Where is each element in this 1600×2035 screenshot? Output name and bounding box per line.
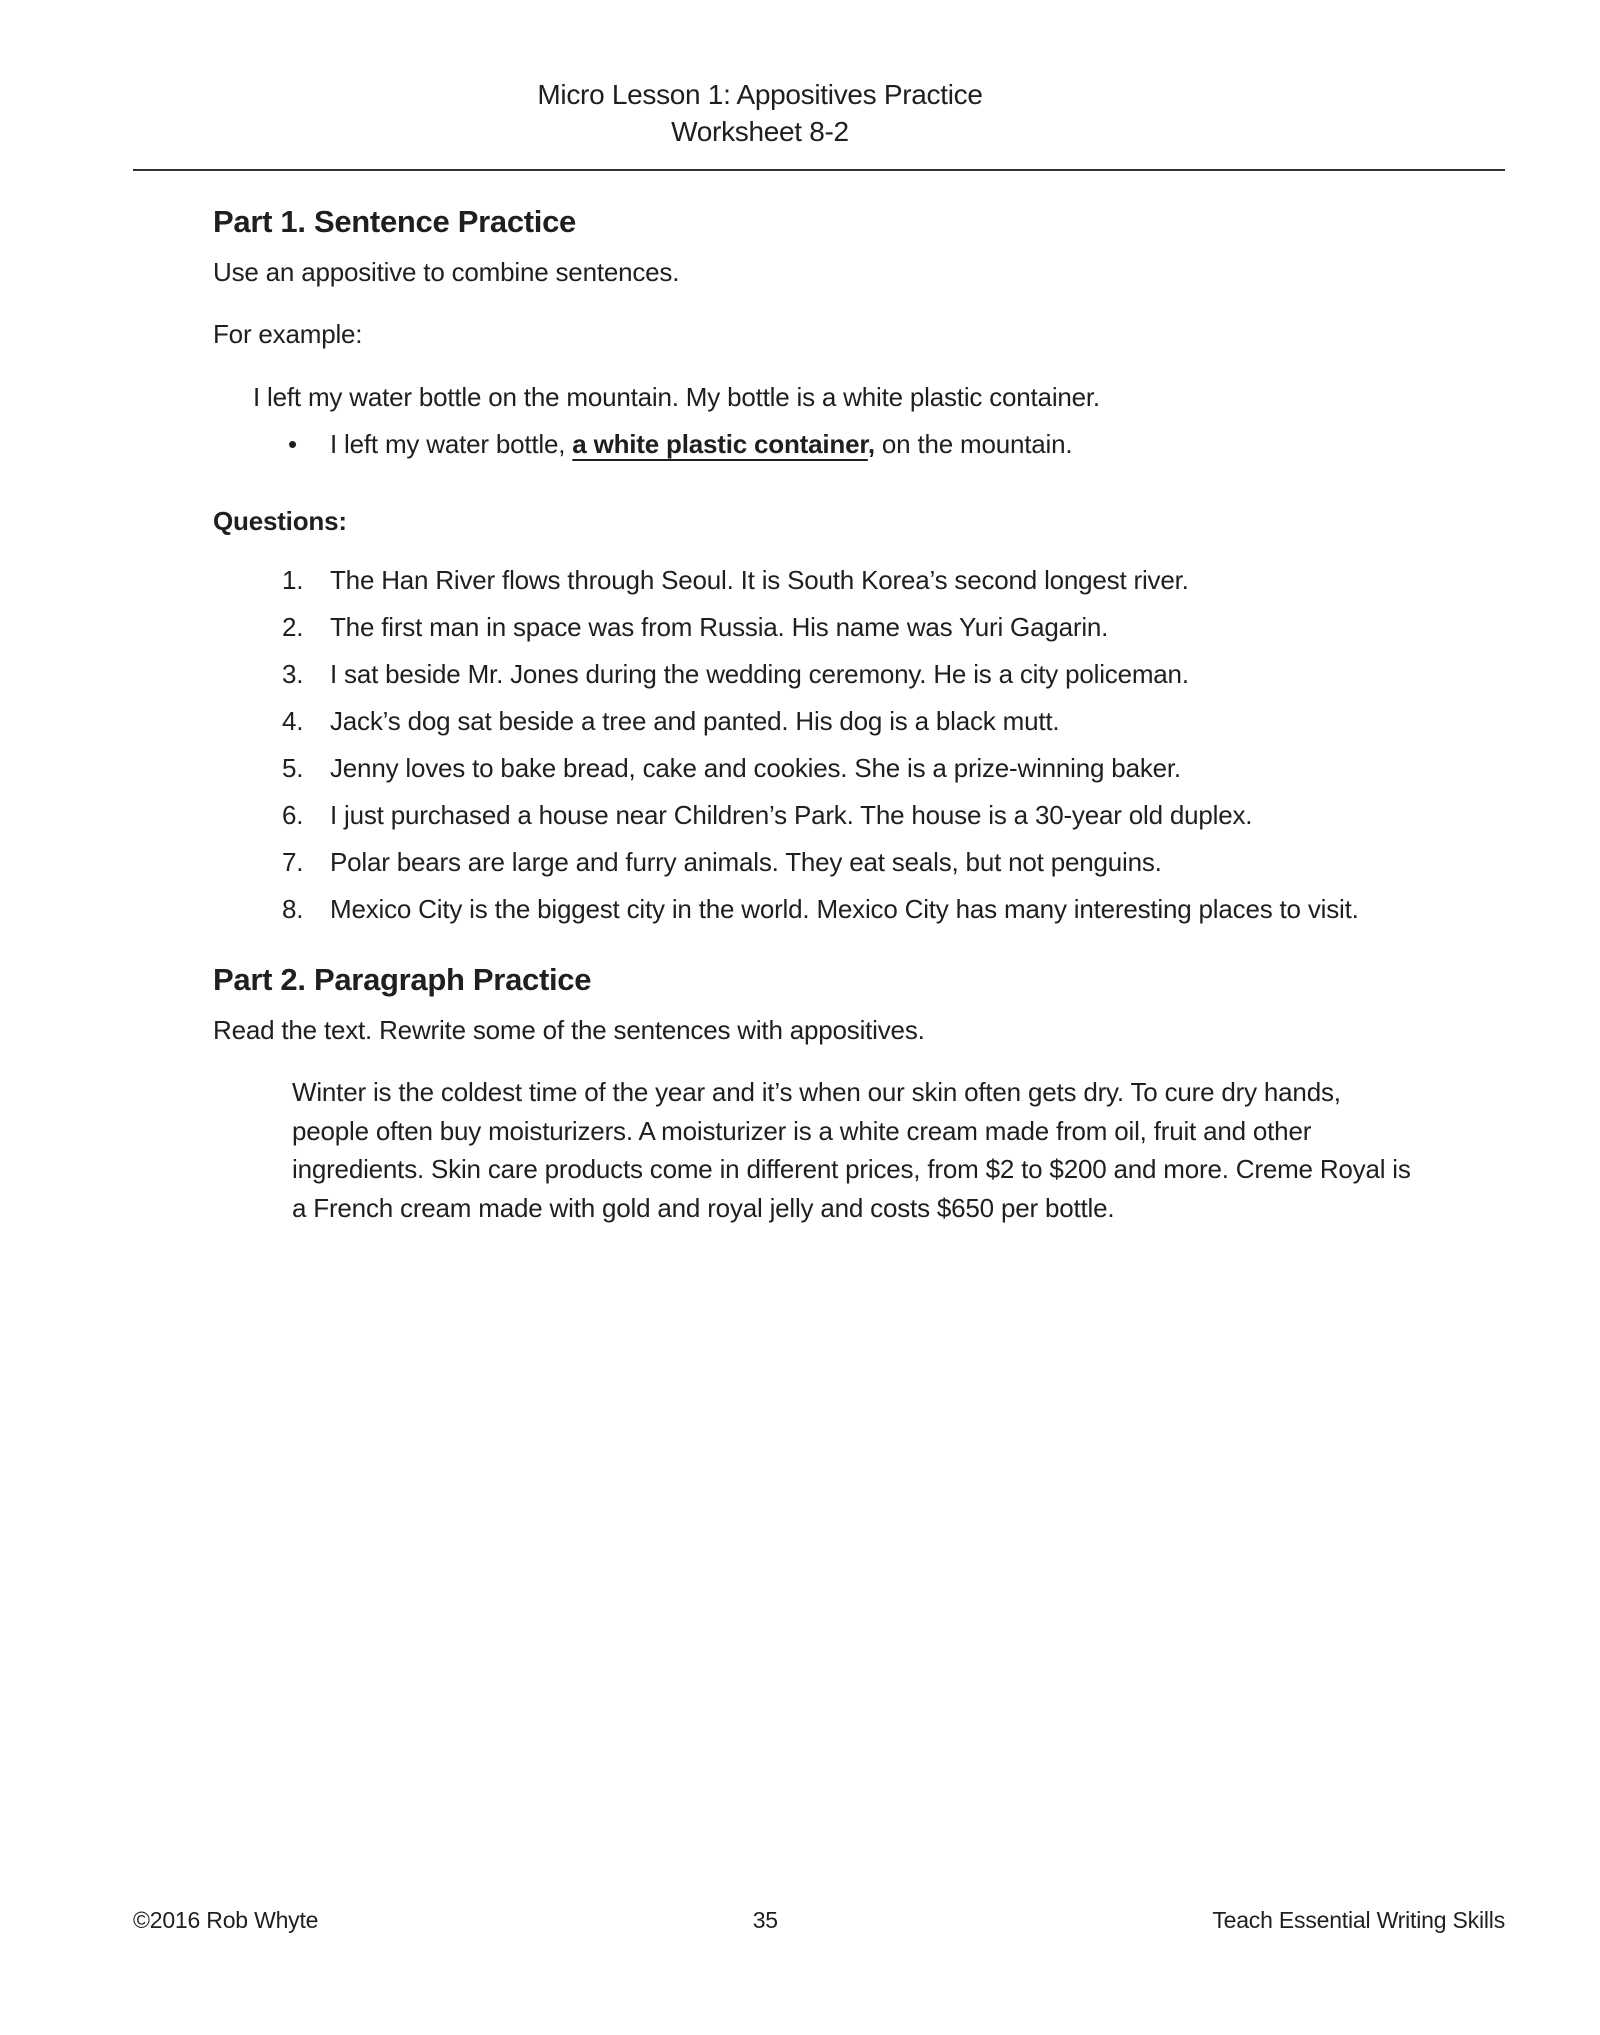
bullet-icon: • <box>288 429 297 459</box>
page-header <box>0 0 1520 150</box>
question-text: Mexico City is the biggest city in the world. Mexico City has many interesting places to visit. <box>330 894 1359 924</box>
copyright-text: ©2016 Rob Whyte <box>133 1907 319 1933</box>
example-bullet-item <box>288 425 1600 463</box>
practice-paragraph: Winter is the coldest time of the year and it’s when our skin often gets dry. To cure dry hands, people often buy moisturizers. A moisturizer is a white cream made from oil, fruit and other ingredients. Skin care products come in different prices, from $2 to $200 and more. Creme Royal is a French cream made with gold and royal jelly and costs $650 per bottle. <box>292 1077 1411 1223</box>
question-item <box>282 839 1600 886</box>
book-title: Teach Essential Writing Skills <box>1212 1907 1505 1933</box>
bullet-text-post: on the mountain. <box>874 429 1073 459</box>
questions-list <box>0 557 1600 933</box>
part1-heading: Part 1. Sentence Practice <box>213 204 576 239</box>
question-number: 8. <box>282 894 304 924</box>
question-number: 7. <box>282 847 304 877</box>
questions-label: Questions: <box>213 506 347 536</box>
header-divider <box>133 169 1505 171</box>
question-number: 6. <box>282 800 304 830</box>
question-number: 4. <box>282 706 304 736</box>
part1-section <box>0 203 1600 933</box>
question-text: The Han River flows through Seoul. It is South Korea’s second longest river. <box>330 565 1189 595</box>
question-text: I just purchased a house near Children’s Park. The house is a 30-year old duplex. <box>330 800 1253 830</box>
part2-heading: Part 2. Paragraph Practice <box>213 962 592 997</box>
page-footer <box>133 1906 1505 1934</box>
worksheet-title: Micro Lesson 1: Appositives Practice <box>537 79 983 110</box>
question-number: 3. <box>282 659 304 689</box>
part1-instruction: Use an appositive to combine sentences. <box>213 257 680 287</box>
example-sentence: I left my water bottle on the mountain. My bottle is a white plastic container. <box>253 382 1100 412</box>
question-text: The first man in space was from Russia. His name was Yuri Gagarin. <box>330 612 1109 642</box>
question-item <box>282 886 1600 933</box>
example-bullet-text <box>330 425 1072 463</box>
question-item <box>282 604 1600 651</box>
part2-section <box>0 961 1600 1227</box>
page-number: 35 <box>752 1907 778 1933</box>
bullet-text-pre: I left my water bottle, <box>330 429 573 459</box>
question-item <box>282 651 1600 698</box>
question-item <box>282 745 1600 792</box>
question-item <box>282 792 1600 839</box>
question-text: Jack’s dog sat beside a tree and panted. His dog is a black mutt. <box>330 706 1060 736</box>
question-item <box>282 698 1600 745</box>
question-number: 1. <box>282 565 304 595</box>
bullet-text-comma: , <box>867 429 875 459</box>
part2-instruction: Read the text. Rewrite some of the sentences with appositives. <box>213 1015 925 1045</box>
question-text: Jenny loves to bake bread, cake and cookies. She is a prize-winning baker. <box>330 753 1181 783</box>
example-label: For example: <box>213 319 363 349</box>
question-number: 2. <box>282 612 304 642</box>
question-item <box>282 557 1600 604</box>
question-text: I sat beside Mr. Jones during the wedding ceremony. He is a city policeman. <box>330 659 1189 689</box>
question-text: Polar bears are large and furry animals. They eat seals, but not penguins. <box>330 847 1162 877</box>
worksheet-subtitle: Worksheet 8-2 <box>671 116 849 147</box>
question-number: 5. <box>282 753 304 783</box>
appositive-highlight: a white plastic container <box>572 429 868 459</box>
